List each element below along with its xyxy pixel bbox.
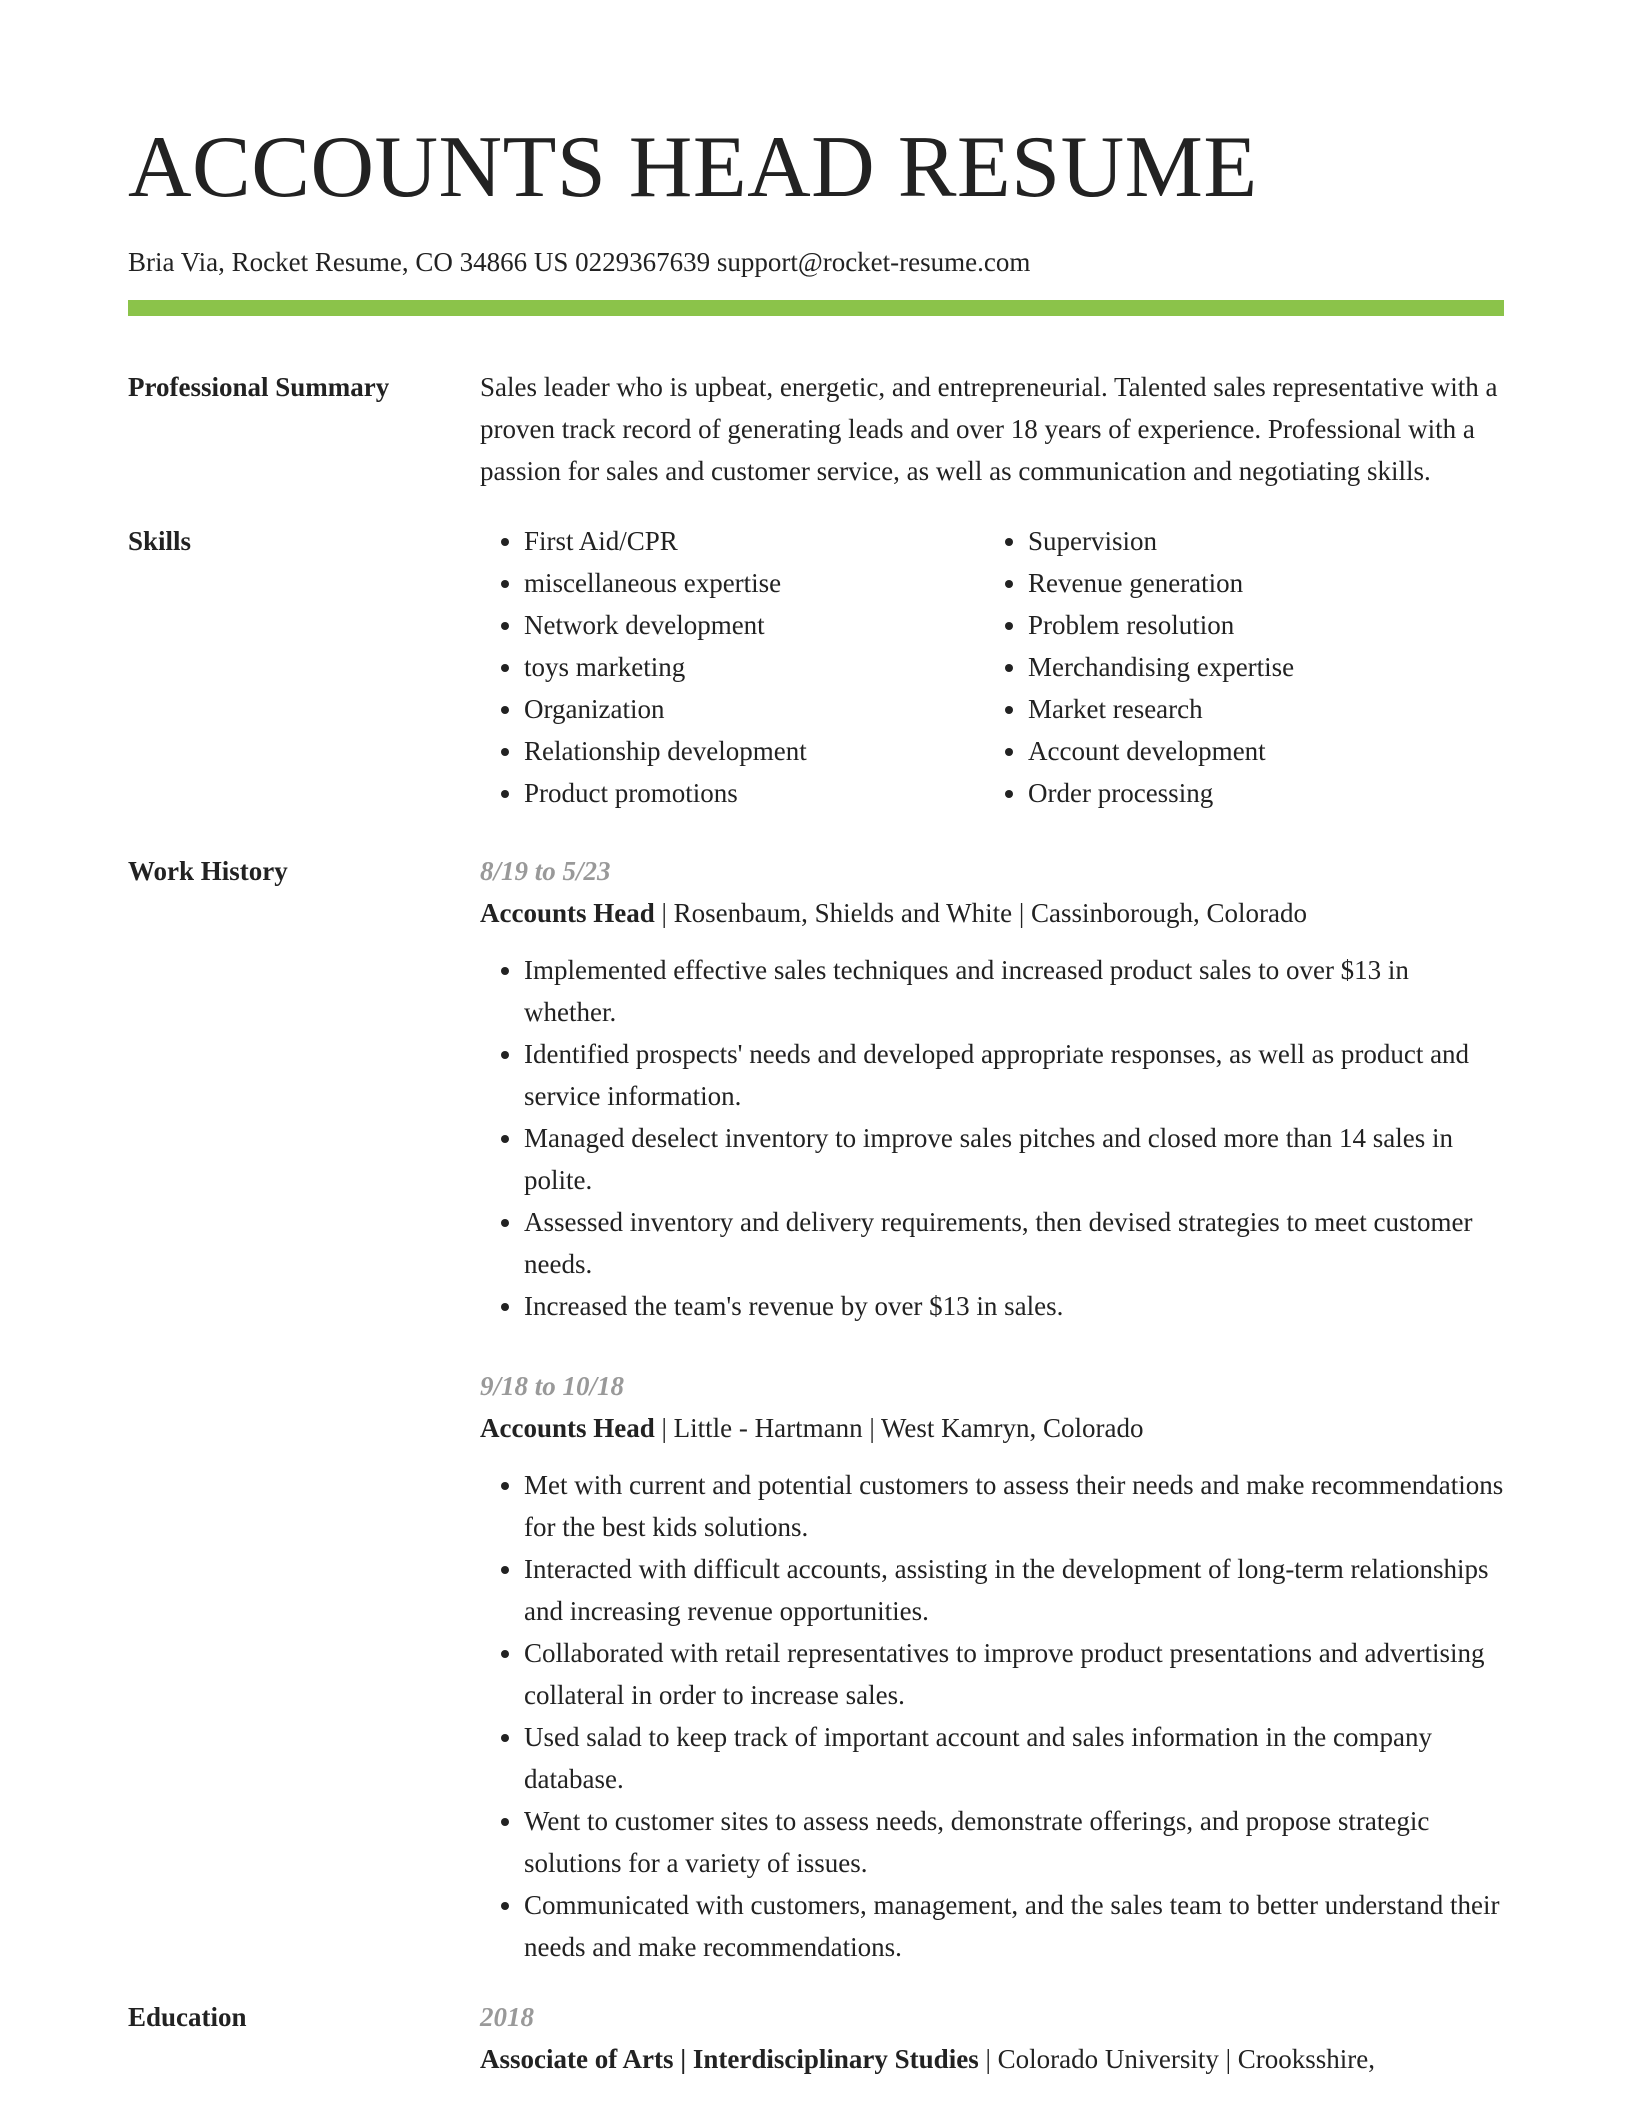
job-dates: 9/18 to 10/18	[480, 1371, 625, 1401]
skill-item: • miscellaneous expertise	[524, 562, 984, 604]
job-bullets	[480, 1464, 1504, 1968]
skill-item: • Merchandising expertise	[1028, 646, 1504, 688]
education-section	[128, 1996, 1504, 2080]
job-heading	[480, 892, 1504, 934]
education-degree: Associate of Arts | Interdisciplinary Studies	[480, 2044, 979, 2074]
job-details: | Little - Hartmann | West Kamryn, Colorado	[654, 1413, 1144, 1443]
skills-list-left	[480, 520, 984, 814]
job-entry	[480, 850, 1504, 1327]
skill-item: • Supervision	[1028, 520, 1504, 562]
job-bullet: • Interacted with difficult accounts, assisting in the development of long-term relationships and increasing revenue opportunities.	[524, 1548, 1504, 1632]
section-label-education: Education	[128, 2002, 247, 2032]
job-heading	[480, 1407, 1504, 1449]
skill-item: • Problem resolution	[1028, 604, 1504, 646]
skill-item: • Market research	[1028, 688, 1504, 730]
job-bullet: • Assessed inventory and delivery requirements, then devised strategies to meet customer needs.	[524, 1201, 1504, 1285]
job-title: Accounts Head	[480, 898, 655, 928]
job-bullet: • Used salad to keep track of important account and sales information in the company database.	[524, 1716, 1504, 1800]
skill-item: • toys marketing	[524, 646, 984, 688]
job-dates: 8/19 to 5/23	[480, 856, 611, 886]
summary-text: Sales leader who is upbeat, energetic, and entrepreneurial. Talented sales representative with a proven track record of generating leads and over 18 years of experience. Professional with a passion for sales and customer service, as well as communication and negotiating skills.	[480, 372, 1498, 486]
skill-item: • Revenue generation	[1028, 562, 1504, 604]
job-bullet: • Managed deselect inventory to improve sales pitches and closed more than 14 sales in polite.	[524, 1117, 1504, 1201]
job-bullet: • Increased the team's revenue by over $13 in sales.	[524, 1285, 1504, 1327]
resume-page	[128, 0, 1504, 2080]
education-heading	[480, 2038, 1504, 2080]
section-label-skills: Skills	[128, 526, 192, 556]
job-bullet: • Met with current and potential customers to assess their needs and make recommendations for the best kids solutions.	[524, 1464, 1504, 1548]
job-details: | Rosenbaum, Shields and White | Cassinborough, Colorado	[654, 898, 1308, 928]
section-label-professional-summary: Professional Summary	[128, 372, 390, 402]
skill-item: • First Aid/CPR	[524, 520, 984, 562]
skill-item: • Network development	[524, 604, 984, 646]
skills-section	[128, 520, 1504, 814]
job-entry	[480, 1365, 1504, 1968]
professional-summary-section	[128, 366, 1504, 492]
job-bullet: • Communicated with customers, management, and the sales team to better understand their needs and make recommendations.	[524, 1884, 1504, 1968]
skill-item: • Order processing	[1028, 772, 1504, 814]
education-date: 2018	[480, 2002, 534, 2032]
job-bullet: • Implemented effective sales techniques and increased product sales to over $13 in whether.	[524, 949, 1504, 1033]
contact-info: Bria Via, Rocket Resume, CO 34866 US 0229367639 support@rocket-resume.com	[128, 247, 1031, 277]
education-details: | Colorado University | Crooksshire,	[978, 2044, 1375, 2074]
page-title: ACCOUNTS HEAD RESUME	[128, 119, 1258, 216]
skill-item: • Relationship development	[524, 730, 984, 772]
work-history-section	[128, 850, 1504, 2006]
skill-item: • Product promotions	[524, 772, 984, 814]
job-bullet: • Identified prospects' needs and developed appropriate responses, as well as product and service information.	[524, 1033, 1504, 1117]
job-bullet: • Went to customer sites to assess needs, demonstrate offerings, and propose strategic solutions for a variety of issues.	[524, 1800, 1504, 1884]
job-bullet: • Collaborated with retail representatives to improve product presentations and advertising collateral in order to increase sales.	[524, 1632, 1504, 1716]
skill-item: • Account development	[1028, 730, 1504, 772]
skills-list-right	[984, 520, 1504, 814]
job-bullets	[480, 949, 1504, 1327]
job-title: Accounts Head	[480, 1413, 655, 1443]
section-label-work-history: Work History	[128, 856, 288, 886]
accent-divider	[128, 300, 1504, 316]
skill-item: • Organization	[524, 688, 984, 730]
